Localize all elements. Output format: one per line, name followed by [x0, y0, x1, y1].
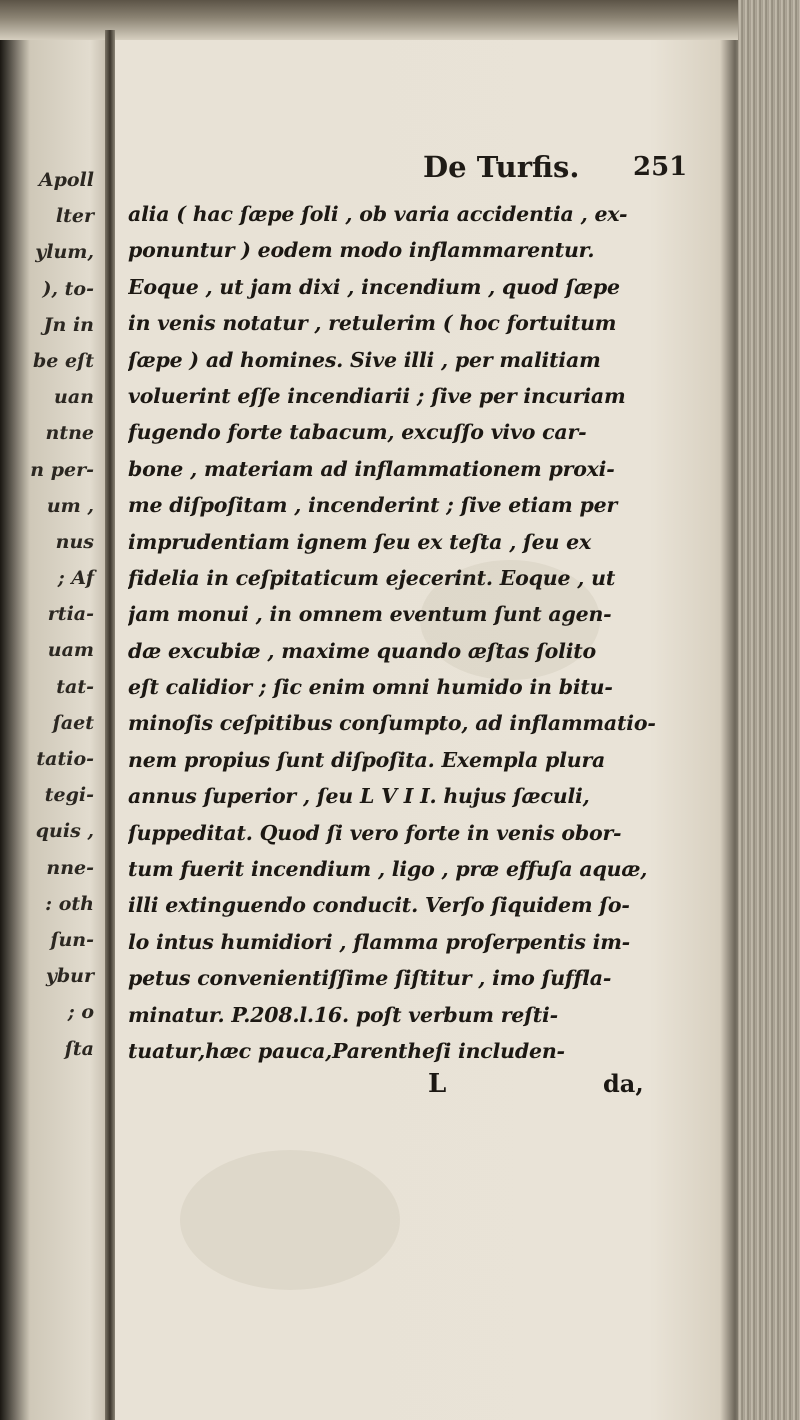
text-line: ſæpe ) ad homines. Sive illi , per malitiam [128, 347, 601, 372]
margin-fragment: tat- [56, 675, 94, 698]
margin-fragment: ), to- [42, 277, 94, 300]
margin-fragment: ; o [67, 1001, 94, 1024]
margin-fragment: ylum, [35, 241, 94, 264]
margin-fragment: Apoll [38, 169, 94, 191]
text-line: imprudentiam ignem ſeu ex teſta , ſeu ex [128, 529, 592, 554]
margin-fragment: uan [54, 386, 94, 409]
page-stack-edge [738, 0, 800, 1420]
running-title: De Turfis. [423, 150, 580, 184]
margin-fragment: rtia- [47, 603, 94, 626]
text-line: ſuppeditat. Quod ſi vero forte in venis obor- [128, 820, 622, 845]
text-line: Eoque , ut jam dixi , incendium , quod ſæpe [128, 274, 620, 299]
margin-fragment: ſun- [50, 928, 94, 951]
text-line: voluerint eſſe incendiarii ; ſive per incuriam [128, 383, 626, 408]
text-line: jam monui , in omnem eventum ſunt agen- [128, 602, 612, 627]
margin-fragment: Jn in [43, 313, 94, 336]
margin-fragment: quis , [35, 820, 94, 843]
margin-fragment: ntne [45, 422, 94, 445]
margin-fragment: um , [46, 494, 94, 517]
book-gutter [105, 30, 115, 1420]
text-line: me diſpoſitam , incenderint ; ſive etiam per [128, 493, 618, 518]
text-line: petus convenientiſſime ſiſtitur , imo ſuffla- [128, 966, 612, 991]
text-line: fidelia in ceſpitaticum ejecerint. Eoque , ut [128, 565, 616, 590]
page-number: 251 [633, 152, 688, 182]
text-line: eſt calidior ; ſic enim omni humido in bitu- [128, 675, 613, 700]
margin-fragment: nne- [46, 856, 94, 879]
margin-fragment: tatio- [36, 748, 94, 770]
margin-fragment: ; Af [57, 567, 94, 590]
text-line: lo intus humidiori , flamma proſerpentis im- [128, 929, 630, 954]
signature-mark: L [428, 1069, 447, 1100]
text-line: bone , materiam ad inflammationem proxi- [128, 456, 615, 481]
text-line: dæ excubiæ , maxime quando æſtas ſolito [128, 638, 597, 663]
margin-fragment: tegi- [44, 784, 94, 807]
margin-fragment: uam [47, 639, 94, 662]
facing-page-text-fragments [2, 162, 102, 1067]
text-line: nem propius ſunt diſpoſita. Exempla plura [128, 747, 606, 772]
text-line: fugendo forte tabacum, excuſſo vivo car- [128, 420, 587, 445]
margin-fragment: n per- [30, 458, 94, 481]
text-line: minoſis ceſpitibus conſumpto, ad inflammatio- [128, 711, 656, 736]
margin-fragment: lter [55, 205, 94, 228]
paper-stain [180, 1150, 400, 1290]
margin-fragment: nus [55, 530, 94, 553]
body-text [128, 196, 728, 1069]
text-line: tuatur,hæc pauca,Parentheſi includen- [128, 1038, 565, 1063]
text-line: alia ( hac ſæpe ſoli , ob varia accidentia , ex- [128, 202, 628, 226]
running-head [128, 150, 728, 196]
text-line: tum fuerit incendium , ligo , præ effuſa aquæ, [128, 857, 648, 882]
text-line: minatur. P.208.l.16. poſt verbum reſti- [128, 1002, 558, 1027]
catchword: da, [603, 1069, 644, 1099]
text-line: ponuntur ) eodem modo inflammarentur. [128, 238, 595, 263]
top-shadow-strip [0, 0, 800, 40]
text-line: illi extinguendo conducit. Verſo ſiquidem ſo- [128, 893, 630, 918]
margin-fragment: : oth [45, 892, 94, 915]
text-page [128, 150, 728, 1109]
margin-fragment: be eſt [32, 349, 94, 372]
margin-fragment: ſaet [52, 711, 94, 734]
text-line: annus ſuperior , ſeu L V I I. hujus ſæculi, [128, 784, 590, 809]
catch-line [128, 1069, 728, 1109]
margin-fragment: ſta [64, 1037, 94, 1060]
text-line: in venis notatur , retulerim ( hoc fortuitum [128, 311, 617, 336]
margin-fragment: ybur [45, 965, 94, 988]
